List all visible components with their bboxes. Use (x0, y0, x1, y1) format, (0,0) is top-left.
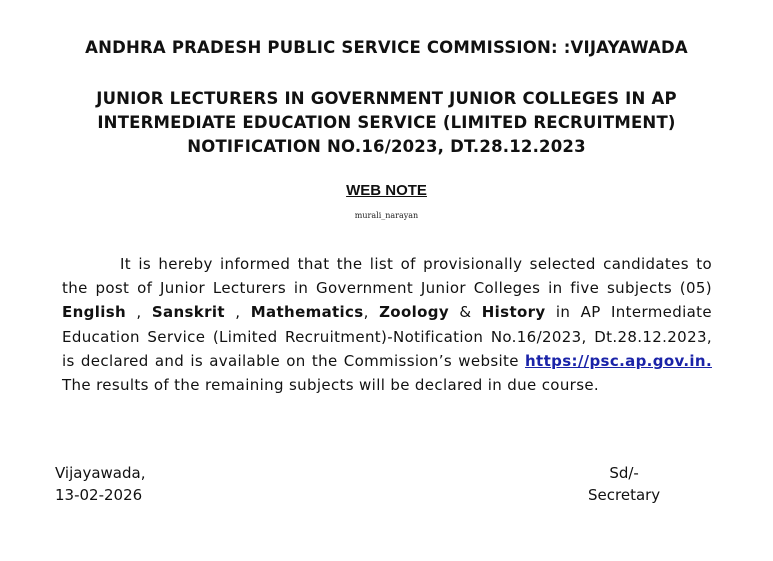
separator-4: & (448, 303, 482, 322)
paragraph-part-1: It is hereby informed that the list of provisionally selected candidates to the post of Junior Lecturers in Government Junior Colleges in five subjects (05) (62, 255, 712, 298)
paragraph-part-3: The results of the remaining subjects will be declared in due course. (62, 376, 600, 395)
separator-2: , (224, 303, 251, 322)
title-line-2: INTERMEDIATE EDUCATION SERVICE (LIMITED RECRUITMENT) (97, 113, 676, 132)
designation-text: Secretary (588, 486, 661, 504)
date-text: 13-02-2026 (55, 486, 143, 504)
subject-zoology: Zoology (379, 303, 449, 322)
signature-block (588, 462, 660, 506)
title-line-1: JUNIOR LECTURERS IN GOVERNMENT JUNIOR COLLEGES IN AP (96, 89, 677, 108)
commission-website-link[interactable]: https://psc.ap.gov.in. (525, 351, 712, 370)
signature-text: Sd/- (609, 464, 639, 482)
title-line-3: NOTIFICATION NO.16/2023, DT.28.12.2023 (187, 137, 586, 156)
subject-english: English (62, 303, 127, 322)
place-date-block (55, 462, 145, 506)
subject-mathematics: Mathematics (250, 303, 364, 322)
web-note-heading (0, 182, 773, 199)
watermark-text: murali_narayan (354, 211, 419, 220)
notice-paragraph (62, 252, 712, 397)
web-note-label: WEB NOTE (346, 182, 427, 199)
subject-history: History (481, 303, 546, 322)
organization-heading: ANDHRA PRADESH PUBLIC SERVICE COMMISSION: :VIJAYAWADA (85, 38, 688, 57)
subject-sanskrit: Sanskrit (151, 303, 225, 322)
separator-3: , (363, 303, 380, 322)
paragraph-part-2: in AP Intermediate Education Service (Limited Recruitment)-Notification No.16/2023, Dt.28.12.2023, is declared and is available on the Commission’s website (62, 303, 712, 370)
place-text: Vijayawada, (55, 464, 146, 482)
separator-1: , (126, 303, 152, 322)
